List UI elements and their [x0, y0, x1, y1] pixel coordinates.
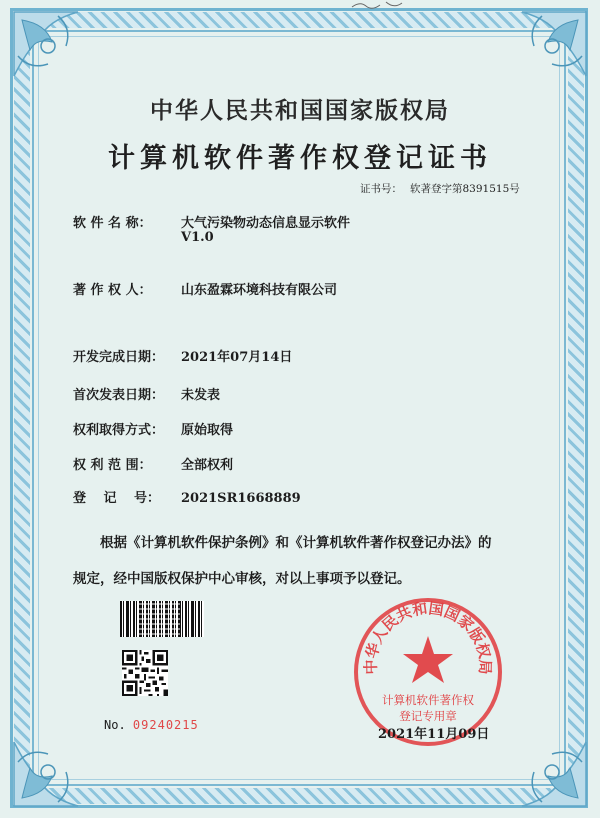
certificate-number [360, 181, 520, 196]
corner-ornament-icon [8, 720, 100, 812]
field-value: 原始取得 [181, 423, 234, 438]
field-label: 开发完成日期： [73, 350, 165, 365]
field-completion-date [73, 346, 292, 365]
serial-number [104, 718, 199, 732]
field-value-version: V1.0 [181, 230, 214, 245]
corner-ornament-icon [500, 6, 592, 98]
serial-value: 09240215 [132, 718, 199, 732]
field-value: 未发表 [181, 388, 221, 403]
field-label: 登 记 号： [73, 491, 161, 506]
field-value: 山东盈霖环境科技有限公司 [181, 283, 338, 298]
field-rights-scope [73, 454, 233, 473]
field-value: 全部权利 [181, 458, 234, 473]
field-label: 权利取得方式： [73, 423, 165, 438]
field-copyright-owner [73, 279, 337, 298]
field-software-name [73, 212, 351, 245]
field-label: 著 作 权 人： [73, 283, 152, 298]
seal-inner-line-1: 计算机软件著作权 [382, 693, 474, 707]
field-label: 软 件 名 称： [73, 216, 152, 231]
handwritten-mark-icon [350, 0, 410, 10]
barcode-pattern [138, 603, 180, 635]
field-label: 权 利 范 围： [73, 458, 152, 473]
qr-code-icon [122, 650, 168, 696]
field-value: 2021SR1668889 [181, 491, 301, 506]
certificate-number-label: 证书号： [360, 183, 402, 195]
field-value: 2021年07月14日 [181, 350, 293, 365]
issue-date: 2021年11月09日 [378, 727, 490, 742]
serial-prefix: No. [104, 718, 126, 732]
certificate-title: 计算机软件著作权登记证书 [108, 143, 492, 174]
corner-ornament-icon [500, 720, 592, 812]
field-publication-date [73, 384, 220, 403]
statement-line-1: 根据《计算机软件保护条例》和《计算机软件著作权登记办法》的 [100, 535, 492, 551]
field-value: 大气污染物动态信息显示软件 [181, 216, 351, 231]
seal-outer-text: 中华人民共和国国家版权局 [361, 599, 495, 675]
corner-ornament-icon [8, 6, 100, 98]
field-label: 首次发表日期： [73, 388, 165, 403]
field-acquisition-method [73, 419, 233, 438]
certificate-number-value: 软著登字第8391515号 [410, 183, 520, 195]
field-registration-number [73, 487, 301, 506]
statement-line-2: 规定，经中国版权保护中心审核，对以上事项予以登记。 [73, 571, 411, 587]
issuer-title: 中华人民共和国国家版权局 [150, 97, 450, 124]
seal-inner-line-2: 登记专用章 [399, 709, 457, 723]
